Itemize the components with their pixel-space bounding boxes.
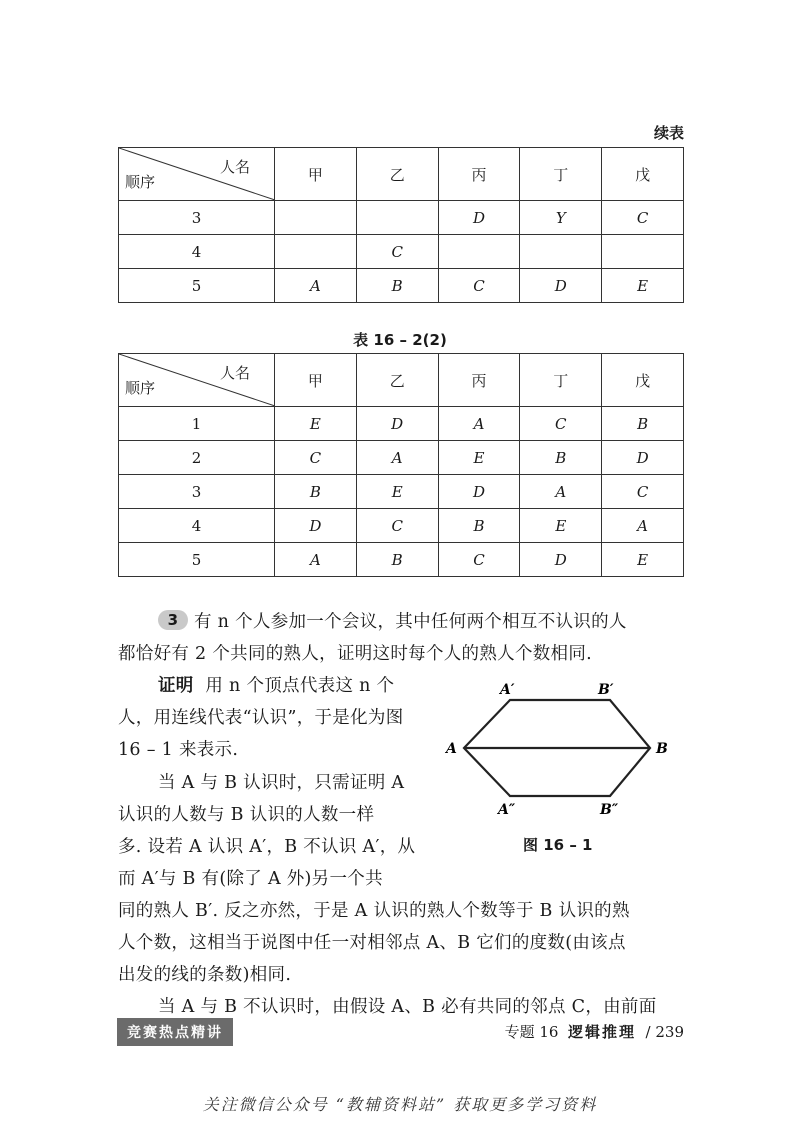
table-row: 4 C — [119, 235, 684, 269]
label-a-prime: A′ — [500, 682, 515, 698]
column-header: 乙 — [356, 354, 438, 407]
column-header: 戊 — [602, 148, 684, 201]
topic-prefix: 专题 16 — [504, 1023, 559, 1041]
proof-line-10: 出发的线的条数)相同. — [118, 965, 292, 985]
page-number: / 239 — [645, 1023, 684, 1041]
column-header: 丙 — [438, 148, 520, 201]
column-header: 乙 — [356, 148, 438, 201]
problem-line-2: 都恰好有 2 个共同的熟人，证明这时每个人的熟人个数相同. — [118, 644, 593, 664]
watermark-text: 关注微信公众号 “教辅资料站” 获取更多学习资料 — [202, 1095, 598, 1114]
label-a-dprime: A″ — [498, 802, 516, 818]
running-footer — [505, 1021, 684, 1042]
table-row: 3 B E D A C — [119, 475, 684, 509]
column-header: 甲 — [275, 354, 357, 407]
label-b-dprime: B″ — [600, 802, 619, 818]
column-header: 丁 — [520, 354, 602, 407]
continued-label: 续表 — [653, 124, 684, 142]
table-16-2-2 — [118, 353, 684, 577]
proof-line-5: 认识的人数与 B 认识的人数一样 — [118, 805, 375, 825]
column-header: 丁 — [520, 148, 602, 201]
column-header: 戊 — [602, 354, 684, 407]
proof-line-9: 人个数，这相当于说图中任一对相邻点 A、B 它们的度数(由该点 — [118, 933, 626, 953]
label-a: A — [446, 741, 457, 757]
section-tag: 竞赛热点精讲 — [117, 1018, 233, 1046]
table-row: 1 E D A C B — [119, 407, 684, 441]
table-caption: 表 16 – 2(2) — [353, 331, 447, 349]
column-header: 丙 — [438, 354, 520, 407]
table-row: 5 A B C D E — [119, 269, 684, 303]
table-row: 5 A B C D E — [119, 543, 684, 577]
problem-line-1: 3 有 n 个人参加一个会议，其中任何两个相互不认识的人 — [158, 606, 627, 638]
proof-line-11: 当 A 与 B 不认识时，由假设 A、B 必有共同的邻点 C，由前面 — [158, 997, 657, 1017]
figure-16-1-hexagon — [440, 678, 680, 818]
corner-header: 人名 顺序 — [119, 148, 275, 201]
problem-number-badge: 3 — [158, 610, 188, 630]
table-row: 2 C A E B D — [119, 441, 684, 475]
proof-label: 证明 — [158, 676, 194, 696]
proof-line-2: 人，用连线代表“认识”，于是化为图 — [118, 708, 404, 728]
figure-caption: 图 16 – 1 — [523, 836, 593, 854]
table-row: 4 D C B E A — [119, 509, 684, 543]
proof-line-6: 多. 设若 A 认识 A′，B 不认识 A′，从 — [118, 837, 416, 857]
topic-title: 逻辑推理 — [567, 1023, 636, 1041]
table-continued — [118, 147, 684, 303]
proof-line-8: 同的熟人 B′. 反之亦然，于是 A 认识的熟人个数等于 B 认识的熟 — [118, 901, 630, 921]
proof-line-7: 而 A′与 B 有(除了 A 外)另一个共 — [118, 869, 383, 889]
label-b: B — [656, 741, 668, 757]
table-row: 3 D Y C — [119, 201, 684, 235]
corner-header: 人名 顺序 — [119, 354, 275, 407]
proof-line-1: 证明 用 n 个顶点代表这 n 个 — [158, 676, 395, 696]
label-b-prime: B′ — [598, 682, 614, 698]
proof-line-4: 当 A 与 B 认识时，只需证明 A — [158, 773, 405, 793]
column-header: 甲 — [275, 148, 357, 201]
proof-line-3: 16 – 1 来表示. — [118, 740, 239, 760]
